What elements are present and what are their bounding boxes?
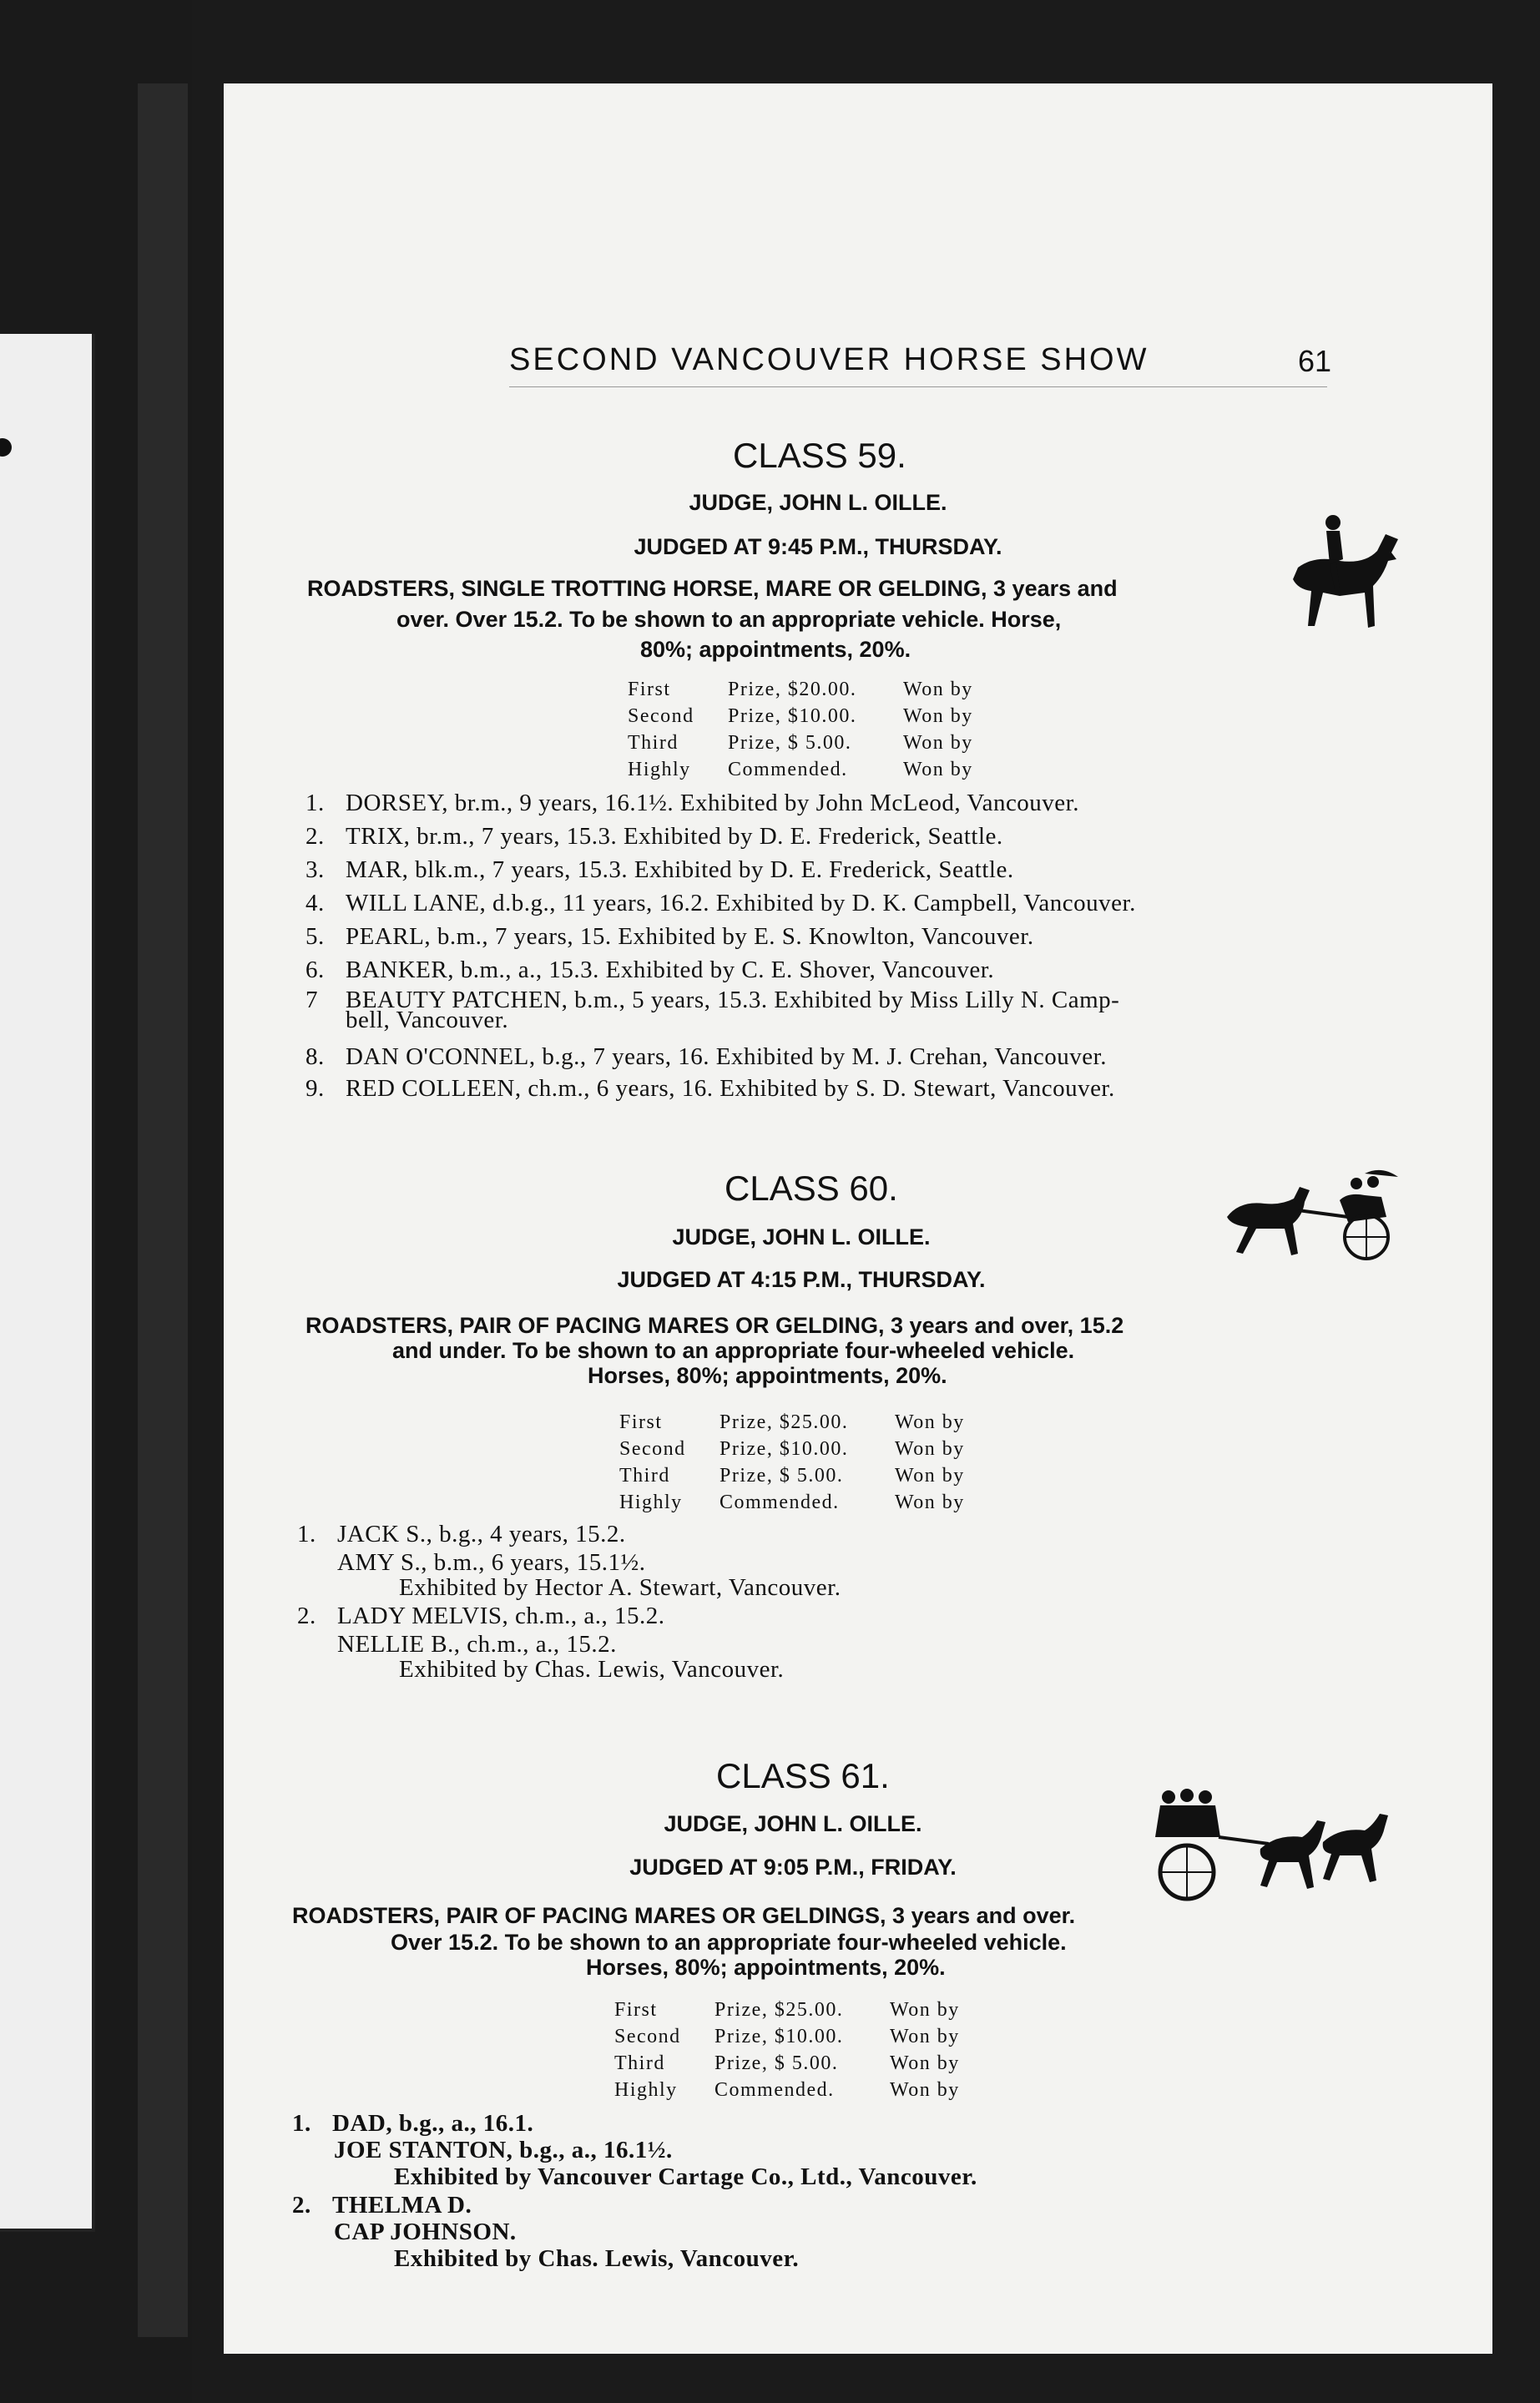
horse-pair-carriage-icon: [1144, 1782, 1402, 1907]
running-header: SECOND VANCOUVER HORSE SHOW: [509, 342, 1149, 377]
prize-row: Second Prize, $10.00. Won by: [628, 705, 973, 727]
prize-row: First Prize, $25.00. Won by: [619, 1411, 965, 1433]
class-description-line: ROADSTERS, PAIR OF PACING MARES OR GELDING, 3 years and over, 15.2: [305, 1313, 1124, 1338]
prize-row: Highly Commended. Won by: [628, 759, 973, 780]
class-description-line: ROADSTERS, PAIR OF PACING MARES OR GELDINGS, 3 years and over.: [292, 1903, 1076, 1928]
judge-line: JUDGE, JOHN L. OILLE.: [689, 490, 947, 515]
judged-time: JUDGED AT 9:45 P.M., THURSDAY.: [634, 534, 1002, 559]
entry-row: 1. JACK S., b.g., 4 years, 15.2.: [297, 1521, 626, 1547]
entry-row-continuation: NELLIE B., ch.m., a., 15.2.: [337, 1631, 617, 1658]
prize-row: Second Prize, $10.00. Won by: [614, 2026, 960, 2047]
prize-row: Third Prize, $ 5.00. Won by: [628, 732, 973, 754]
entry-row: 3. MAR, blk.m., 7 years, 15.3. Exhibited by D. E. Frederick, Seattle.: [305, 856, 1014, 883]
entry-row-continuation: AMY S., b.m., 6 years, 15.1½.: [337, 1549, 646, 1576]
horse-carriage-icon: [1223, 1167, 1406, 1267]
class-description-line: ROADSTERS, SINGLE TROTTING HORSE, MARE OR GELDING, 3 years and: [307, 576, 1118, 601]
entry-row: 5. PEARL, b.m., 7 years, 15. Exhibited by E. S. Knowlton, Vancouver.: [305, 923, 1034, 950]
facing-page-edge: [0, 334, 95, 2232]
judge-line: JUDGE, JOHN L. OILLE.: [664, 1811, 922, 1836]
prize-row: Highly Commended. Won by: [614, 2079, 960, 2101]
class-description-line: Horses, 80%; appointments, 20%.: [586, 1955, 946, 1980]
horse-rider-icon: [1281, 509, 1406, 651]
class-title: CLASS 60.: [725, 1169, 898, 1208]
entry-row: 2. THELMA D.: [292, 2192, 472, 2219]
prize-list: [614, 1997, 960, 2103]
entry-row: 1. DORSEY, br.m., 9 years, 16.1½. Exhibited by John McLeod, Vancouver.: [305, 790, 1079, 816]
class-description-line: Over 15.2. To be shown to an appropriate four-wheeled vehicle.: [391, 1930, 1067, 1955]
entry-row: 9. RED COLLEEN, ch.m., 6 years, 16. Exhibited by S. D. Stewart, Vancouver.: [305, 1075, 1115, 1102]
exhibitor-line: Exhibited by Chas. Lewis, Vancouver.: [394, 2245, 800, 2272]
class-title: CLASS 59.: [733, 436, 906, 475]
class-description-line: Horses, 80%; appointments, 20%.: [588, 1363, 947, 1388]
judge-line: JUDGE, JOHN L. OILLE.: [672, 1224, 931, 1249]
entry-row: 4. WILL LANE, d.b.g., 11 years, 16.2. Exhibited by D. K. Campbell, Vancouver.: [305, 890, 1136, 916]
entry-row-continuation: bell, Vancouver.: [346, 1007, 509, 1033]
entry-row-continuation: CAP JOHNSON.: [334, 2219, 517, 2245]
prize-row: First Prize, $25.00. Won by: [614, 1999, 960, 2021]
exhibitor-line: Exhibited by Chas. Lewis, Vancouver.: [399, 1656, 785, 1683]
entry-row: 1. DAD, b.g., a., 16.1.: [292, 2110, 534, 2137]
class-title: CLASS 61.: [716, 1756, 890, 1795]
page-mark: [0, 438, 12, 457]
class-description-line: over. Over 15.2. To be shown to an appropriate vehicle. Horse,: [396, 607, 1062, 632]
class-description-line: 80%; appointments, 20%.: [640, 637, 911, 662]
entry-row: 6. BANKER, b.m., a., 15.3. Exhibited by C. E. Shover, Vancouver.: [305, 957, 995, 983]
book-gutter: [138, 83, 188, 2337]
page-number: 61: [1298, 344, 1332, 378]
prize-row: First Prize, $20.00. Won by: [628, 679, 973, 700]
entry-row: 7 BEAUTY PATCHEN, b.m., 5 years, 15.3. Exhibited by Miss Lilly N. Camp-: [305, 987, 1120, 1013]
prize-list: [619, 1409, 965, 1516]
prize-row: Third Prize, $ 5.00. Won by: [619, 1465, 965, 1487]
entry-row: 2. TRIX, br.m., 7 years, 15.3. Exhibited by D. E. Frederick, Seattle.: [305, 823, 1003, 850]
entry-row: 8. DAN O'CONNEL, b.g., 7 years, 16. Exhibited by M. J. Crehan, Vancouver.: [305, 1043, 1107, 1070]
entry-row: 2. LADY MELVIS, ch.m., a., 15.2.: [297, 1603, 665, 1629]
prize-row: Third Prize, $ 5.00. Won by: [614, 2052, 960, 2074]
judged-time: JUDGED AT 9:05 P.M., FRIDAY.: [629, 1855, 957, 1880]
prize-list: [628, 676, 973, 783]
judged-time: JUDGED AT 4:15 P.M., THURSDAY.: [617, 1267, 986, 1292]
exhibitor-line: Exhibited by Hector A. Stewart, Vancouver.: [399, 1574, 841, 1601]
exhibitor-line: Exhibited by Vancouver Cartage Co., Ltd., Vancouver.: [394, 2163, 977, 2190]
entry-row-continuation: JOE STANTON, b.g., a., 16.1½.: [334, 2137, 673, 2163]
prize-row: Second Prize, $10.00. Won by: [619, 1438, 965, 1460]
prize-row: Highly Commended. Won by: [619, 1492, 965, 1513]
header-rule: [509, 386, 1327, 387]
class-description-line: and under. To be shown to an appropriate four-wheeled vehicle.: [392, 1338, 1075, 1363]
